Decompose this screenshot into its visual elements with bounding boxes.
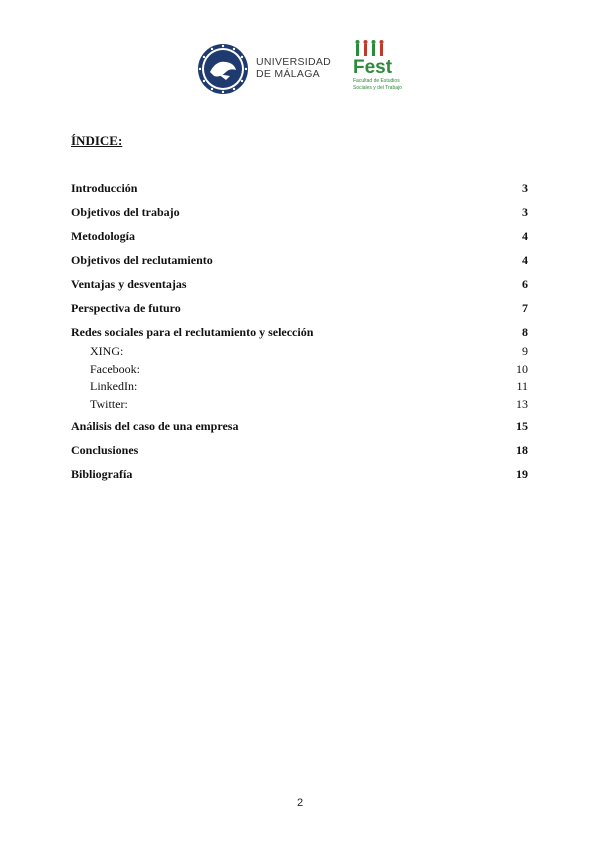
toc-subentry-label: LinkedIn: — [90, 379, 138, 393]
header — [0, 36, 600, 100]
university-seal-logo — [196, 42, 250, 96]
toc-entry-page: 18 — [516, 442, 528, 457]
university-name — [256, 56, 331, 80]
university-name-line1: UNIVERSIDAD — [256, 56, 332, 68]
toc-entry-page: 8 — [522, 325, 528, 339]
toc-subentry-page: 9 — [522, 344, 528, 358]
toc-entry[interactable] — [71, 229, 528, 253]
toc-entry-page: 4 — [522, 253, 528, 267]
toc-subentry-label: Twitter: — [90, 396, 128, 411]
toc-subentry-label: XING: — [90, 344, 124, 358]
toc-entry-page: 3 — [522, 205, 528, 219]
toc-subentry[interactable] — [71, 379, 528, 397]
toc-entry[interactable] — [71, 325, 528, 344]
toc-entry-label: Ventajas y desventajas — [71, 277, 187, 291]
fest-faculty-logo — [342, 38, 406, 98]
toc-entry-label: Introducción — [71, 181, 138, 195]
toc-entry-label: Redes sociales para el reclutamiento y selección — [71, 325, 314, 339]
toc-entry-label: Análisis del caso de una empresa — [71, 418, 239, 433]
toc-subentry-label: Facebook: — [90, 361, 140, 376]
toc-subentry[interactable] — [71, 344, 528, 362]
toc-entry-page: 15 — [516, 418, 528, 433]
fest-subtitle-line1: Facultad de Estudios — [353, 78, 400, 84]
index-title: ÍNDICE: — [71, 133, 123, 148]
university-name-line2: DE MÁLAGA — [256, 68, 320, 80]
fest-subtitle-line2: Sociales y del Trabajo — [353, 85, 402, 91]
toc-entry[interactable] — [71, 253, 528, 277]
toc-entry-page: 6 — [522, 277, 528, 291]
toc-entry[interactable] — [71, 419, 528, 443]
toc-subentry-page: 13 — [516, 396, 528, 411]
toc-entry-label: Bibliografía — [71, 466, 133, 481]
toc-entry-label: Conclusiones — [71, 442, 139, 457]
toc-entry-page: 19 — [516, 466, 528, 481]
fest-wordmark: Fest — [353, 57, 393, 78]
toc-entry-label: Objetivos del reclutamiento — [71, 253, 213, 267]
toc-entry[interactable] — [71, 443, 528, 467]
toc-subentry-page: 10 — [516, 361, 528, 376]
toc-entry-page: 7 — [522, 301, 528, 315]
toc-entry-label: Perspectiva de futuro — [71, 301, 181, 315]
page-number: 2 — [296, 797, 304, 809]
toc-entry[interactable] — [71, 277, 528, 301]
toc-entry[interactable] — [71, 467, 528, 491]
toc-entry[interactable] — [71, 181, 528, 205]
toc-subentry[interactable] — [71, 362, 528, 380]
toc-entry-page: 4 — [522, 229, 528, 243]
toc-subentry-page: 11 — [516, 379, 528, 393]
toc-subentry[interactable] — [71, 397, 528, 419]
table-of-contents — [71, 181, 528, 491]
toc-entry-label: Objetivos del trabajo — [71, 205, 180, 219]
toc-entry[interactable] — [71, 301, 528, 325]
toc-entry-page: 3 — [522, 181, 528, 195]
toc-entry[interactable] — [71, 205, 528, 229]
toc-entry-label: Metodología — [71, 229, 135, 243]
